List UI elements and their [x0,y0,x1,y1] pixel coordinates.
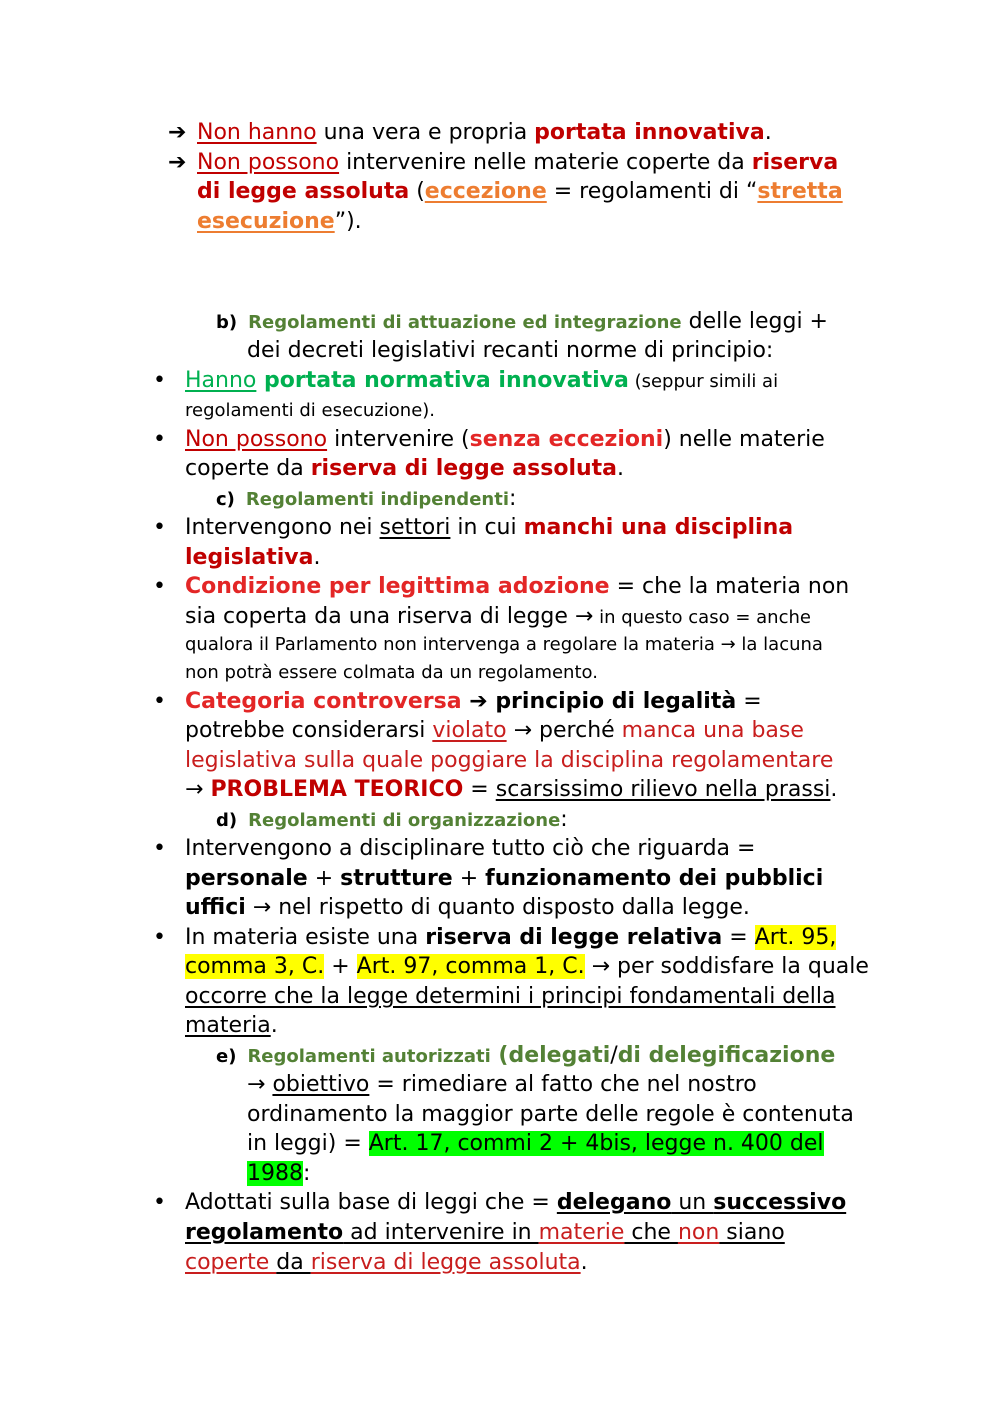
arrow-bullet-icon: ➔ [168,120,187,145]
section-c-heading [216,484,516,515]
section-e-g1: delegati [508,1043,611,1068]
d-bullet2-hl1a: Art. 95, [754,925,837,950]
e-bullet1-line3 [185,1248,588,1278]
c-bullet3-line4 [185,775,837,805]
b-bullet2-t3: coperte da [185,456,311,481]
c-bullet3-red2: legislativa sulla quale poggiare la disciplina regolamentare [185,748,834,773]
d-bullet2-line2 [185,952,869,982]
bullet-icon: • [153,925,166,950]
e-bullet1-u2: ad intervenire in [343,1220,539,1245]
b-bullet2-end: . [617,456,625,481]
section-e-colon: : [303,1161,311,1186]
b-bullet2-line2 [185,454,624,484]
c-bullet1-line1 [185,513,793,543]
d-bullet2-t2: per soddisfare la quale [617,954,869,979]
section-e-line5 [247,1159,310,1189]
e-bullet1-ub2: successivo [713,1190,847,1215]
d-bullet2-eq: = [722,925,755,950]
a-item2-line3 [197,207,362,237]
c-bullet3-bold: Categoria controversa [185,689,462,714]
c-bullet3-red1: manca una base [621,718,804,743]
b-bullet2-line1 [185,425,825,455]
d-bullet2-end: . [270,1013,278,1038]
bullet-icon: • [153,574,166,599]
section-e-letter: e) [216,1046,237,1067]
c-bullet1-bold1: manchi una disciplina [523,515,794,540]
d-bullet2-hl2: Art. 97, comma 1, C. [356,954,585,979]
section-e-title: Regolamenti autorizzati [247,1046,491,1067]
c-bullet3-line1 [185,687,762,717]
c-bullet3-t2: perché [539,718,622,743]
b-bullet2-bold2: riserva di legge assoluta [310,456,618,481]
arrow-icon: → [720,634,736,655]
c-bullet2-s1: in questo caso = anche [593,607,811,628]
d-bullet1-line3 [185,893,750,923]
e-bullet1-ur1: materie [538,1220,625,1245]
c-bullet2-line1 [185,572,849,602]
section-e-hl1: Art. 17, commi 2 + 4bis, legge n. 400 del [368,1131,824,1156]
d-bullet1-plus1: + [307,866,341,891]
arrow-icon: → [245,895,279,920]
a-item1 [197,118,772,148]
a-item1-text: una vera e propria [316,120,535,145]
e-bullet1-ur2: non [677,1220,720,1245]
a-item2-strict2: esecuzione [197,209,335,234]
section-d-heading [216,805,568,836]
section-c-colon: : [509,486,517,511]
c-bullet2-line3 [185,630,823,660]
e-bullet1-ub3: regolamento [185,1220,344,1245]
a-item2-eq: = regolamenti di “ [546,179,758,204]
c-bullet1-t1: Intervengono nei [185,515,380,540]
arrow-icon: → [247,1072,273,1097]
bullet-icon: • [153,427,166,452]
c-bullet3-t1: potrebbe considerarsi [185,718,433,743]
a-item2-strict1: stretta [757,179,843,204]
e-bullet1-ur3: coperte [185,1250,277,1275]
e-bullet1-line2 [185,1218,785,1248]
a-item2-lead: Non possono [197,150,340,175]
c-bullet2-bold: Condizione per legittima adozione [185,574,610,599]
c-bullet3-end: . [830,777,838,802]
d-bullet2-line1 [185,923,836,953]
c-bullet3-line2 [185,716,804,746]
a-item2-bold2: di legge assoluta [197,179,410,204]
c-bullet1-line2 [185,543,320,573]
a-item2-bold1: riserva [751,150,839,175]
a-item2-line1 [197,148,838,178]
c-bullet2-t1: = che la materia non [609,574,850,599]
d-bullet2-u1: occorre che la legge determini i principi fondamentali della [185,984,836,1009]
d-bullet2-hl1b: comma 3, C. [185,954,325,979]
section-e-t1: = rimediare al fatto che nel nostro [369,1072,757,1097]
bullet-icon: • [153,515,166,540]
a-item2-paren: ( [409,179,425,204]
d-bullet1-b2: strutture [340,866,453,891]
section-b-title-tail: delle leggi + [681,309,828,334]
e-bullet1-ub1: delegano [556,1190,672,1215]
section-d-title: Regolamenti di organizzazione [248,810,561,831]
b-bullet1-line1 [185,366,778,397]
arrow-icon: → [574,604,594,629]
b-bullet2-t1: intervenire ( [327,427,470,452]
e-bullet1-t1: Adottati sulla base di leggi che = [185,1190,557,1215]
e-bullet1-u4: siano [719,1220,785,1245]
arrow-bullet-icon: ➔ [168,150,187,175]
section-b-heading [216,307,828,338]
section-c-letter: c) [216,489,235,510]
e-bullet1-ur4: riserva di legge assoluta [310,1250,581,1275]
c-bullet1-bold2: legislativa [185,545,314,570]
c-bullet2-line4: non potrà essere colmata da un regolamento. [185,662,598,683]
section-e-t2: ordinamento la maggior parte delle regole è contenuta [247,1102,854,1127]
d-bullet1-line2 [185,864,823,894]
b-bullet1-small2: regolamenti di esecuzione). [185,400,436,421]
d-bullet1-plus2: + [452,866,486,891]
section-b-title: Regolamenti di attuazione ed integrazione [248,312,682,333]
a-item2-exception: eccezione [424,179,547,204]
bullet-icon: • [153,689,166,714]
c-bullet3-eq: = [736,689,762,714]
a-item2-close: ”). [334,209,362,234]
c-bullet2-t2: sia coperta da una riserva di legge [185,604,575,629]
d-bullet1-b1: personale [185,866,308,891]
section-e-hl2: 1988 [247,1161,303,1186]
section-e-paren: ( [490,1043,509,1068]
bullet-icon: • [153,1190,166,1215]
section-e-line2 [247,1070,757,1100]
arrow-icon: → [506,718,540,743]
d-bullet2-b1: riserva di legge relativa [425,925,723,950]
a-item1-end: . [764,120,772,145]
c-bullet3-u: violato [432,718,507,743]
section-c-title: Regolamenti indipendenti [245,489,509,510]
section-b-letter: b) [216,312,238,333]
c-bullet3-bold3: PROBLEMA TEORICO [210,777,464,802]
b-bullet1-bold: portata normativa innovativa [256,368,629,393]
b-bullet1-lead: Hanno [185,368,257,393]
c-bullet1-t2: in cui [450,515,524,540]
a-item1-bold: portata innovativa [534,120,765,145]
e-bullet1-u1: un [671,1190,714,1215]
bullet-icon: • [153,836,166,861]
b-bullet2-t2: ) nelle materie [663,427,825,452]
d-bullet2-u2: materia [185,1013,271,1038]
e-bullet1-end: . [580,1250,588,1275]
c-bullet2-s2-end: la lacuna [735,634,823,655]
a-item2-text: intervenire nelle materie coperte da [339,150,752,175]
d-bullet1-t2: nel rispetto di quanto disposto dalla legge. [278,895,750,920]
a-item1-lead: Non hanno [197,120,317,145]
arrow-icon: → [185,777,211,802]
c-bullet3-bold2: principio di legalità [495,689,737,714]
section-d-letter: d) [216,810,238,831]
c-bullet1-end: . [313,545,321,570]
section-e-line4 [247,1129,824,1159]
c-bullet2-line2 [185,602,811,633]
section-e-t3: in leggi) = [247,1131,369,1156]
b-bullet1-small1: (seppur simili ai [628,371,779,392]
a-item2-line2 [197,177,843,207]
section-e-u: obiettivo [272,1072,370,1097]
c-bullet1-u: settori [379,515,451,540]
section-b-line2: dei decreti legislativi recanti norme di principio: [247,338,774,363]
b-bullet2-lead: Non possono [185,427,328,452]
d-bullet2-plus: + [324,954,357,979]
c-bullet2-s2: qualora il Parlamento non intervenga a regolare la materia [185,634,721,655]
section-e-slash: / [610,1043,618,1068]
arrow-icon: ➔ [461,689,496,714]
b-bullet2-bold: senza eccezioni [469,427,664,452]
d-bullet1-b4: uffici [185,895,246,920]
d-bullet2-line4 [185,1011,278,1041]
d-bullet2-t1: In materia esiste una [185,925,426,950]
c-bullet3-u2: scarsissimo rilievo nella prassi [495,777,831,802]
e-bullet1-line1 [185,1188,846,1218]
section-d-colon: : [560,807,568,832]
d-bullet1-b3: funzionamento dei pubblici [485,866,824,891]
d-bullet1-line1: Intervengono a disciplinare tutto ciò che riguarda = [185,836,756,861]
e-bullet1-u5: da [276,1250,311,1275]
section-e-g2: di delegificazione [617,1043,836,1068]
e-bullet1-u3: che [624,1220,678,1245]
bullet-icon: • [153,368,166,393]
c-bullet3-eq2: = [463,777,496,802]
arrow-icon: → [584,954,617,979]
section-e-heading [216,1041,835,1072]
